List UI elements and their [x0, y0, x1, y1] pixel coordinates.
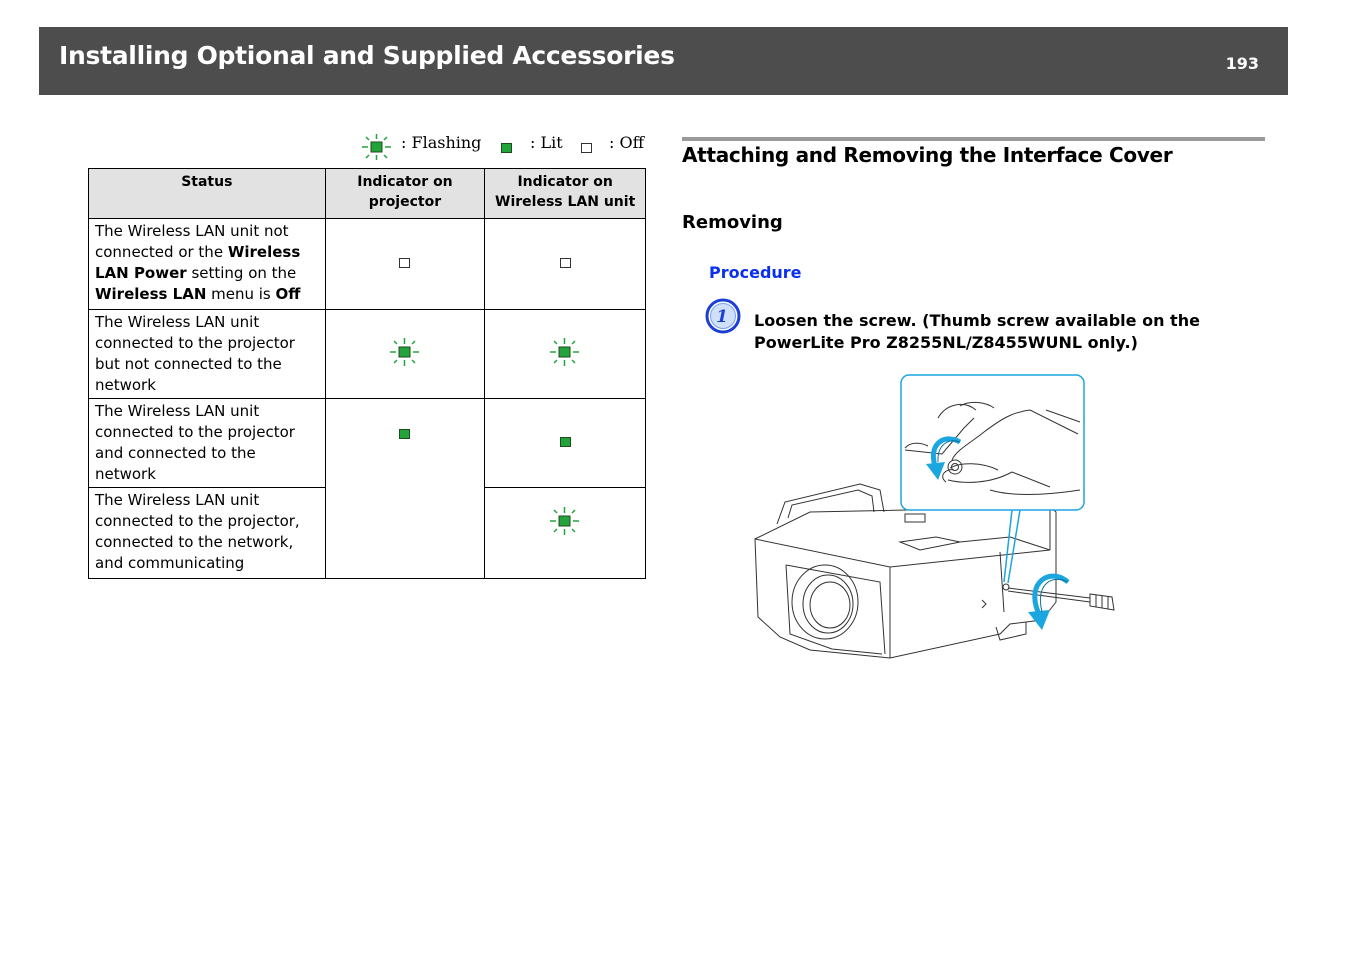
table-header-row [89, 169, 646, 219]
projector-screw-image [750, 372, 1120, 662]
status-cell: The Wireless LAN unit connected to the projector, connected to the network, and communicating [89, 488, 326, 579]
column-header-status: Status [89, 169, 326, 219]
lit-indicator-icon [399, 429, 410, 439]
page-number: 193 [1225, 54, 1259, 73]
status-text: The Wireless LAN unit not connected or the [95, 222, 289, 261]
subsection-title: Removing [682, 212, 783, 233]
column-header-wlan-unit: Indicator on Wireless LAN unit [485, 169, 646, 219]
page-title: Installing Optional and Supplied Accessories [59, 41, 675, 70]
step-number-badge [705, 298, 741, 334]
wlan-indicator-cell [485, 310, 646, 399]
close-up-inset [901, 375, 1084, 510]
indicator-status-table [88, 168, 646, 579]
off-indicator-icon [560, 258, 571, 268]
step-instruction: Loosen the screw. (Thumb screw available on the PowerLite Pro Z8255NL/Z8455WUNL only.) [754, 311, 1200, 352]
column-header-projector: Indicator on projector [325, 169, 485, 219]
legend-lit-label: : Lit [530, 133, 563, 152]
status-cell: The Wireless LAN unit connected to the projector but not connected to the network [89, 310, 326, 399]
projector-illustration [750, 372, 1120, 662]
projector-indicator-cell [325, 219, 485, 310]
table-row [89, 399, 646, 488]
lit-indicator-icon [501, 138, 512, 157]
off-indicator-icon [581, 138, 592, 157]
flashing-indicator-icon [388, 337, 422, 367]
wlan-indicator-cell [485, 488, 646, 579]
projector-indicator-cell [325, 399, 485, 579]
status-text: menu is [206, 285, 276, 303]
status-bold-text: Wireless LAN [95, 285, 207, 303]
status-bold-text: Off [275, 285, 301, 303]
wlan-indicator-cell [485, 399, 646, 488]
procedure-heading: Procedure [709, 263, 802, 282]
off-indicator-icon [399, 258, 410, 268]
flashing-indicator-icon [548, 337, 582, 367]
section-title: Attaching and Removing the Interface Cover [682, 143, 1173, 167]
lit-indicator-icon [560, 437, 571, 447]
indicator-legend [360, 130, 646, 160]
legend-off-label: : Off [609, 133, 644, 152]
section-divider [682, 137, 1265, 141]
table-row [89, 310, 646, 399]
flashing-indicator-icon [360, 133, 394, 165]
status-cell: The Wireless LAN unit connected to the projector and connected to the network [89, 399, 326, 488]
flashing-indicator-icon [548, 506, 582, 536]
step-number: 1 [716, 307, 728, 327]
table-row [89, 219, 646, 310]
page-header [39, 27, 1288, 95]
legend-flashing-label: : Flashing [401, 133, 482, 152]
status-cell [89, 219, 326, 310]
wlan-indicator-cell [485, 219, 646, 310]
projector-indicator-cell [325, 310, 485, 399]
status-text: setting on the [186, 264, 297, 282]
status-bold-text: Wireless LAN Power [95, 243, 301, 282]
